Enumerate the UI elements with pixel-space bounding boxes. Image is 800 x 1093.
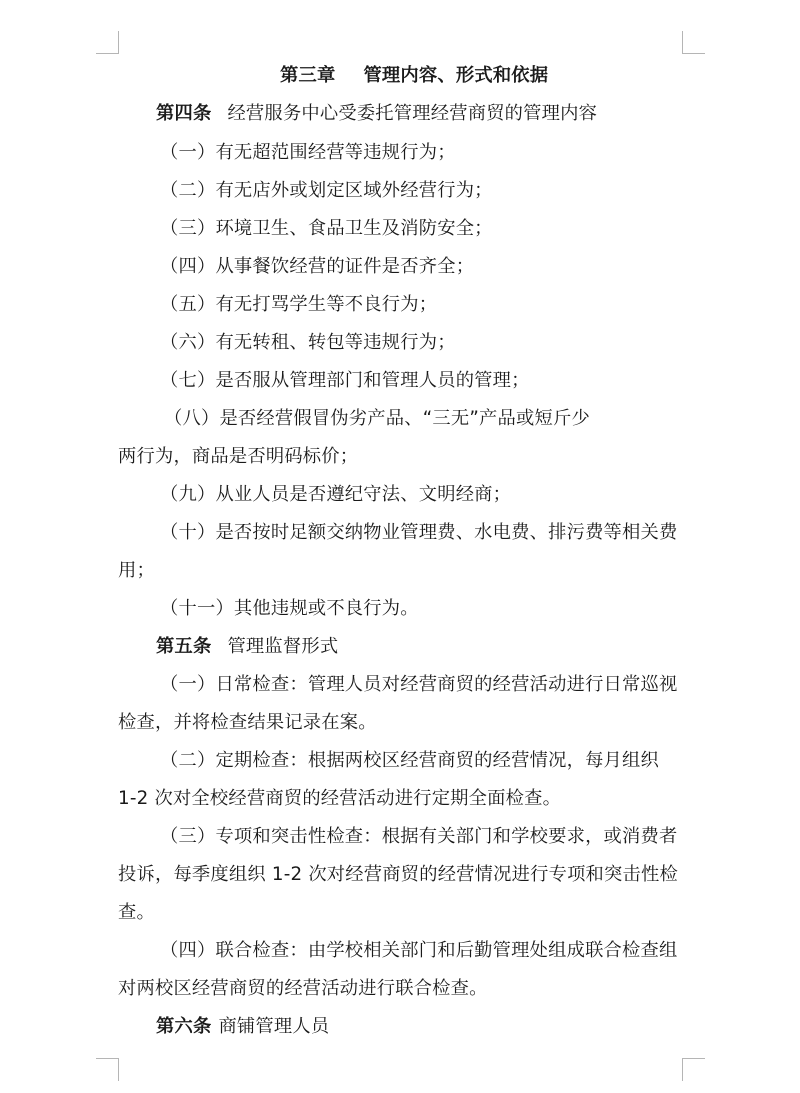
- paragraph-line: （二）定期检查：根据两校区经营商贸的经营情况，每月组织: [160, 750, 659, 771]
- paragraph-line: 查。: [118, 902, 155, 923]
- paragraph-line: 检查，并将检查结果记录在案。: [118, 712, 377, 733]
- list-item: （四）从事餐饮经营的证件是否齐全；: [160, 256, 475, 277]
- paragraph-line: 对两校区经营商贸的经营活动进行联合检查。: [118, 978, 488, 999]
- chapter-title: 管理内容、形式和依据: [363, 65, 549, 86]
- list-item: （八）是否经营假冒伪劣产品、“三无”产品或短斤少: [164, 408, 590, 429]
- article-heading-text: 商铺管理人员: [218, 1016, 330, 1037]
- paragraph-line: （三）专项和突击性检查：根据有关部门和学校要求，或消费者: [160, 826, 678, 847]
- page-corner-mark: [682, 31, 705, 54]
- article-label: 第四条: [156, 103, 212, 124]
- list-item: （二）有无店外或划定区域外经营行为；: [160, 180, 493, 201]
- list-item: （十）是否按时足额交纳物业管理费、水电费、排污费等相关费: [160, 522, 678, 543]
- page-corner-mark: [682, 1058, 705, 1081]
- list-item: （一）有无超范围经营等违规行为；: [160, 142, 456, 163]
- paragraph-line: （一）日常检查：管理人员对经营商贸的经营活动进行日常巡视: [160, 674, 678, 695]
- page-corner-mark: [96, 31, 119, 54]
- list-item: （七）是否服从管理部门和管理人员的管理；: [160, 370, 530, 391]
- list-item: （九）从业人员是否遵纪守法、文明经商；: [160, 484, 512, 505]
- page-corner-mark: [96, 1058, 119, 1081]
- article-5-heading: [156, 634, 338, 660]
- chapter-heading: [280, 63, 548, 89]
- paragraph-line: 1-2 次对全校经营商贸的经营活动进行定期全面检查。: [118, 788, 562, 809]
- article-label: 第五条: [156, 636, 212, 657]
- article-label: 第六条: [156, 1016, 212, 1037]
- article-heading-text: 管理监督形式: [227, 636, 339, 657]
- paragraph-line: （四）联合检查：由学校相关部门和后勤管理处组成联合检查组: [160, 940, 678, 961]
- chapter-number: 第三章: [280, 65, 336, 86]
- list-item: （五）有无打骂学生等不良行为；: [160, 294, 438, 315]
- paragraph-line: 投诉，每季度组织 1-2 次对经营商贸的经营情况进行专项和突击性检: [118, 864, 678, 885]
- list-item: （十一）其他违规或不良行为。: [160, 598, 419, 619]
- list-item-continuation: 两行为，商品是否明码标价；: [118, 446, 359, 467]
- list-item: （六）有无转租、转包等违规行为；: [160, 332, 456, 353]
- list-item-continuation: 用；: [118, 560, 155, 581]
- article-6-heading: [156, 1014, 329, 1040]
- article-heading-text: 经营服务中心受委托管理经营商贸的管理内容: [227, 103, 598, 124]
- list-item: （三）环境卫生、食品卫生及消防安全；: [160, 218, 493, 239]
- article-4-heading: [156, 101, 597, 127]
